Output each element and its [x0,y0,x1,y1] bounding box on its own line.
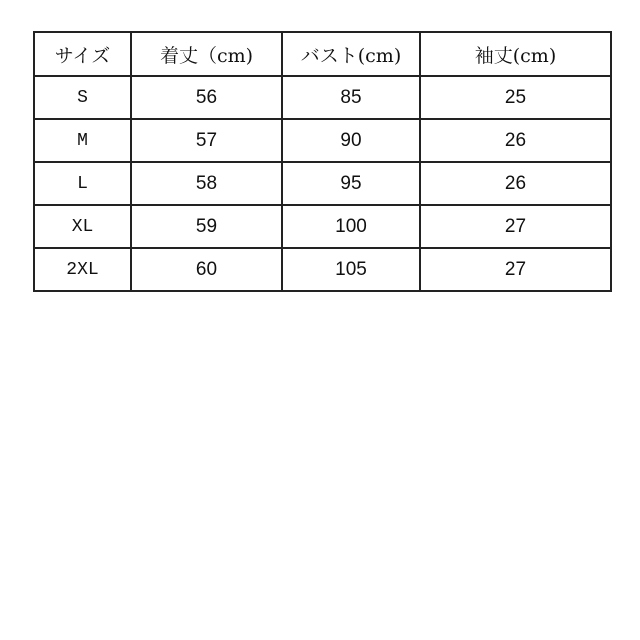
sleeve-cell: 27 [420,248,611,291]
size-cell: L [34,162,131,205]
bust-cell: 100 [282,205,420,248]
bust-cell: 105 [282,248,420,291]
length-cell: 59 [131,205,282,248]
bust-cell: 90 [282,119,420,162]
length-cell: 56 [131,76,282,119]
size-cell: S [34,76,131,119]
table-row [34,248,611,291]
header-bust: バスト(cm) [282,32,420,76]
length-cell: 60 [131,248,282,291]
table-row [34,205,611,248]
bust-cell: 85 [282,76,420,119]
header-size: サイズ [34,32,131,76]
header-length: 着丈（cm) [131,32,282,76]
length-cell: 57 [131,119,282,162]
table-row [34,76,611,119]
size-chart-table [33,31,612,292]
sleeve-cell: 25 [420,76,611,119]
length-cell: 58 [131,162,282,205]
header-sleeve: 袖丈(cm) [420,32,611,76]
sleeve-cell: 26 [420,119,611,162]
size-cell: 2XL [34,248,131,291]
table-row [34,162,611,205]
table-row [34,119,611,162]
bust-cell: 95 [282,162,420,205]
sleeve-cell: 27 [420,205,611,248]
size-cell: XL [34,205,131,248]
sleeve-cell: 26 [420,162,611,205]
header-row [34,32,611,76]
size-cell: M [34,119,131,162]
